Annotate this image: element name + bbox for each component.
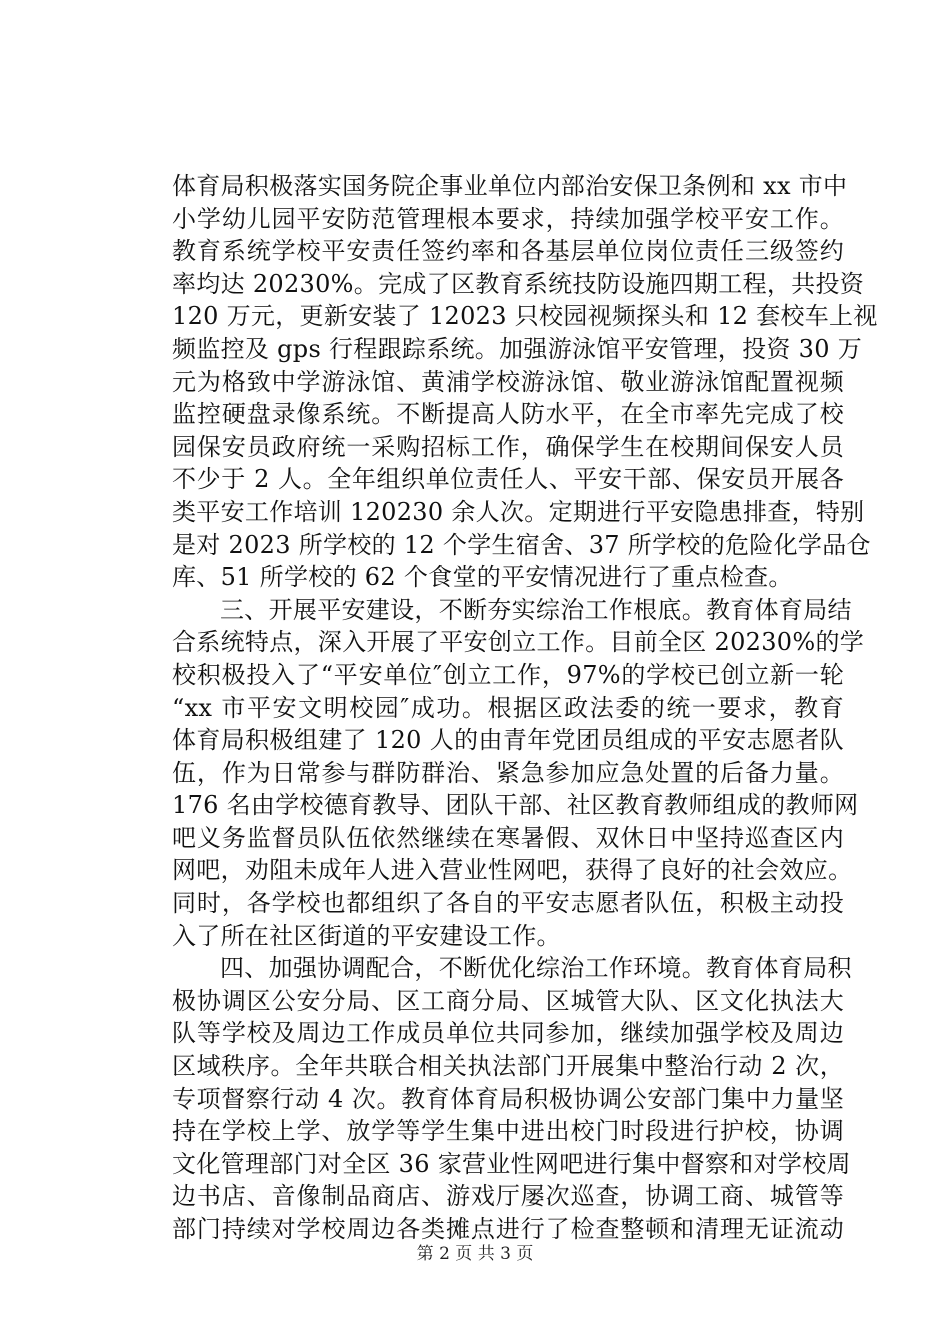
text-line: 网吧，劝阻未成年人进入营业性网吧，获得了良好的社会效应。 — [172, 856, 853, 885]
text-line: 文化管理部门对全区 36 家营业性网吧进行集中督察和对学校周 — [172, 1149, 851, 1178]
text-line: 176 名由学校德育教导、团队干部、社区教育教师组成的教师网 — [172, 791, 859, 820]
text-line: 是对 2023 所学校的 12 个学生宿舍、37 所学校的危险化学品仓 — [172, 530, 871, 559]
text-line: 教育系统学校平安责任签约率和各基层单位岗位责任三级签约 — [172, 237, 844, 266]
text-line: 体育局积极组建了 120 人的由青年党团员组成的平安志愿者队 — [172, 726, 844, 755]
text-line: 专项督察行动 4 次。教育体育局积极协调公安部门集中力量坚 — [172, 1084, 844, 1113]
text-line: 类平安工作培训 120230 余人次。定期进行平安隐患排查，特别 — [172, 497, 865, 526]
text-line: 部门持续对学校周边各类摊点进行了检查整顿和清理无证流动 — [172, 1215, 844, 1243]
paragraph-start-line: 四、加强协调配合，不断优化综治工作环境。教育体育局积 — [220, 954, 852, 983]
text-line: 合系统特点，深入开展了平安创立工作。目前全区 20230%的学 — [172, 628, 865, 657]
text-line: 校积极投入了“平安单位″创立工作，97%的学校已创立新一轮 — [172, 660, 844, 689]
text-line: 监控硬盘录像系统。不断提高人防水平，在全市率先完成了校 — [172, 400, 844, 429]
text-line: 极协调区公安分局、区工商分局、区城管大队、区文化执法大 — [172, 986, 844, 1015]
text-line: 不少于 2 人。全年组织单位责任人、平安干部、保安员开展各 — [172, 465, 844, 494]
text-line: 小学幼儿园平安防范管理根本要求，持续加强学校平安工作。 — [172, 204, 844, 233]
text-line: 同时，各学校也都组织了各自的平安志愿者队伍，积极主动投 — [172, 889, 844, 918]
text-line: 队等学校及周边工作成员单位共同参加，继续加强学校及周边 — [172, 1019, 844, 1048]
text-line: 体育局积极落实国务院企事业单位内部治安保卫条例和 xx 市中 — [172, 172, 848, 200]
body-text — [172, 170, 878, 1246]
text-line: “xx 市平安文明校园″成功。根据区政法委的统一要求，教育 — [172, 693, 844, 722]
paragraph-start-line: 三、开展平安建设，不断夯实综治工作根底。教育体育局结 — [220, 595, 852, 624]
text-line: 边书店、音像制品商店、游戏厅屡次巡查，协调工商、城管等 — [172, 1182, 844, 1211]
text-line: 伍，作为日常参与群防群治、紧急参加应急处置的后备力量。 — [172, 758, 844, 787]
page-number-footer: 第 2 页 共 3 页 — [416, 1244, 534, 1264]
text-line: 120 万元，更新安装了 12023 只校园视频探头和 12 套校车上视 — [172, 302, 878, 331]
text-line: 吧义务监督员队伍依然继续在寒暑假、双休日中坚持巡查区内 — [172, 823, 844, 852]
text-line: 频监控及 gps 行程跟踪系统。加强游泳馆平安管理，投资 30 万 — [172, 334, 862, 363]
text-line: 区域秩序。全年共联合相关执法部门开展集中整治行动 2 次， — [172, 1052, 844, 1081]
text-line: 持在学校上学、放学等学生集中进出校门时段进行护校，协调 — [172, 1117, 844, 1146]
text-line: 元为格致中学游泳馆、黄浦学校游泳馆、敬业游泳馆配置视频 — [172, 367, 844, 396]
text-line: 园保安员政府统一采购招标工作，确保学生在校期间保安人员 — [172, 432, 844, 461]
text-line: 率均达 20230%。完成了区教育系统技防设施四期工程，共投资 — [172, 269, 865, 298]
text-line: 库、51 所学校的 62 个食堂的平安情况进行了重点检查。 — [172, 563, 793, 592]
text-line: 入了所在社区街道的平安建设工作。 — [172, 921, 561, 950]
